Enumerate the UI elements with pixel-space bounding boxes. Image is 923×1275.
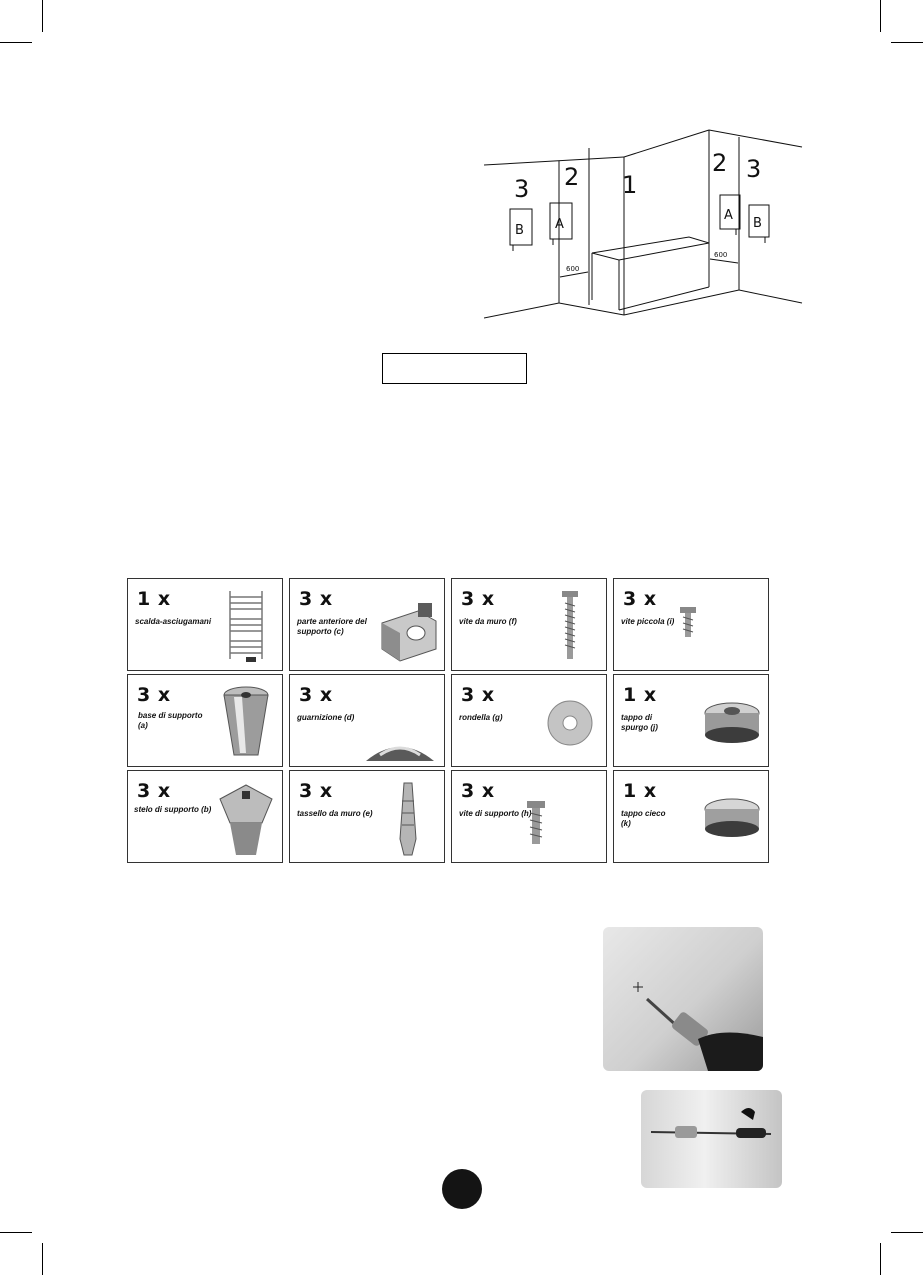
part-name: parte anteriore del supporto (c)	[297, 617, 367, 636]
part-card	[451, 770, 607, 863]
part-name: base di supporto (a)	[138, 711, 203, 730]
part-card	[289, 770, 445, 863]
page-number-dot	[442, 1169, 482, 1209]
drilling-photo	[603, 927, 763, 1071]
crop-mark	[880, 0, 881, 32]
panel-a-left: A	[555, 217, 564, 232]
bleed-plug-icon	[702, 683, 762, 761]
part-quantity: 3 x	[461, 780, 495, 802]
part-card	[613, 770, 769, 863]
part-name: tappo di spurgo (j)	[621, 713, 658, 732]
crop-mark	[42, 0, 43, 32]
zone-3-left-label: 3	[514, 175, 530, 203]
wall-plug-photo	[641, 1090, 782, 1188]
part-quantity: 3 x	[299, 588, 333, 610]
part-name: tappo cieco (k)	[621, 809, 666, 828]
part-quantity: 3 x	[461, 684, 495, 706]
towel-rail-icon	[216, 587, 276, 665]
part-card	[127, 578, 283, 671]
part-name: vite piccola (i)	[621, 617, 675, 626]
crop-mark	[42, 1243, 43, 1275]
zone-2-left-label: 2	[564, 163, 580, 191]
wall-screw-icon	[540, 587, 600, 665]
crop-mark	[0, 42, 32, 43]
part-name: rondella (g)	[459, 713, 503, 722]
part-quantity: 3 x	[137, 684, 171, 706]
crop-mark	[880, 1243, 881, 1275]
part-card	[451, 578, 607, 671]
empty-label-box	[382, 353, 527, 384]
panel-a-right: A	[724, 208, 733, 223]
bracket-front-icon	[378, 587, 438, 665]
part-name: tassello da muro (e)	[297, 809, 373, 818]
panel-b-right: B	[753, 216, 762, 231]
crop-mark	[891, 42, 923, 43]
part-card	[451, 674, 607, 767]
screwdriver-icon	[641, 1090, 782, 1188]
part-quantity: 1 x	[623, 684, 657, 706]
zone-2-right-label: 2	[712, 149, 728, 177]
washer-icon	[540, 683, 600, 761]
dimension-left: 600	[566, 265, 580, 273]
support-stem-icon	[216, 779, 276, 857]
part-name: scalda-asciugamani	[135, 617, 212, 626]
zone-3-right-label: 3	[746, 155, 762, 183]
part-card	[613, 674, 769, 767]
part-card	[613, 578, 769, 671]
part-quantity: 3 x	[461, 588, 495, 610]
bathroom-zone-diagram	[484, 125, 804, 325]
gasket-icon	[360, 683, 440, 761]
part-name: vite da muro (f)	[459, 617, 517, 626]
wall-anchor-icon	[378, 779, 438, 857]
parts-list-grid	[127, 578, 767, 865]
crop-mark	[0, 1232, 32, 1233]
panel-b-left: B	[515, 223, 524, 238]
part-quantity: 3 x	[299, 684, 333, 706]
part-quantity: 3 x	[299, 780, 333, 802]
part-name: vite di supporto (h)	[459, 809, 532, 818]
part-card	[289, 674, 445, 767]
part-quantity: 1 x	[623, 780, 657, 802]
part-card	[289, 578, 445, 671]
zone-1-label: 1	[622, 171, 638, 199]
drill-icon	[603, 927, 763, 1071]
dimension-right: 600	[714, 251, 728, 259]
small-screw-icon	[658, 587, 718, 665]
part-name: guarnizione (d)	[297, 713, 355, 722]
blind-cap-icon	[702, 779, 762, 857]
support-screw-icon	[506, 779, 566, 857]
part-name: stelo di supporto (b)	[134, 805, 212, 814]
part-quantity: 1 x	[137, 588, 171, 610]
part-card	[127, 770, 283, 863]
support-base-icon	[216, 683, 276, 761]
crop-mark	[891, 1232, 923, 1233]
part-quantity: 3 x	[623, 588, 657, 610]
part-card	[127, 674, 283, 767]
part-quantity: 3 x	[137, 780, 171, 802]
